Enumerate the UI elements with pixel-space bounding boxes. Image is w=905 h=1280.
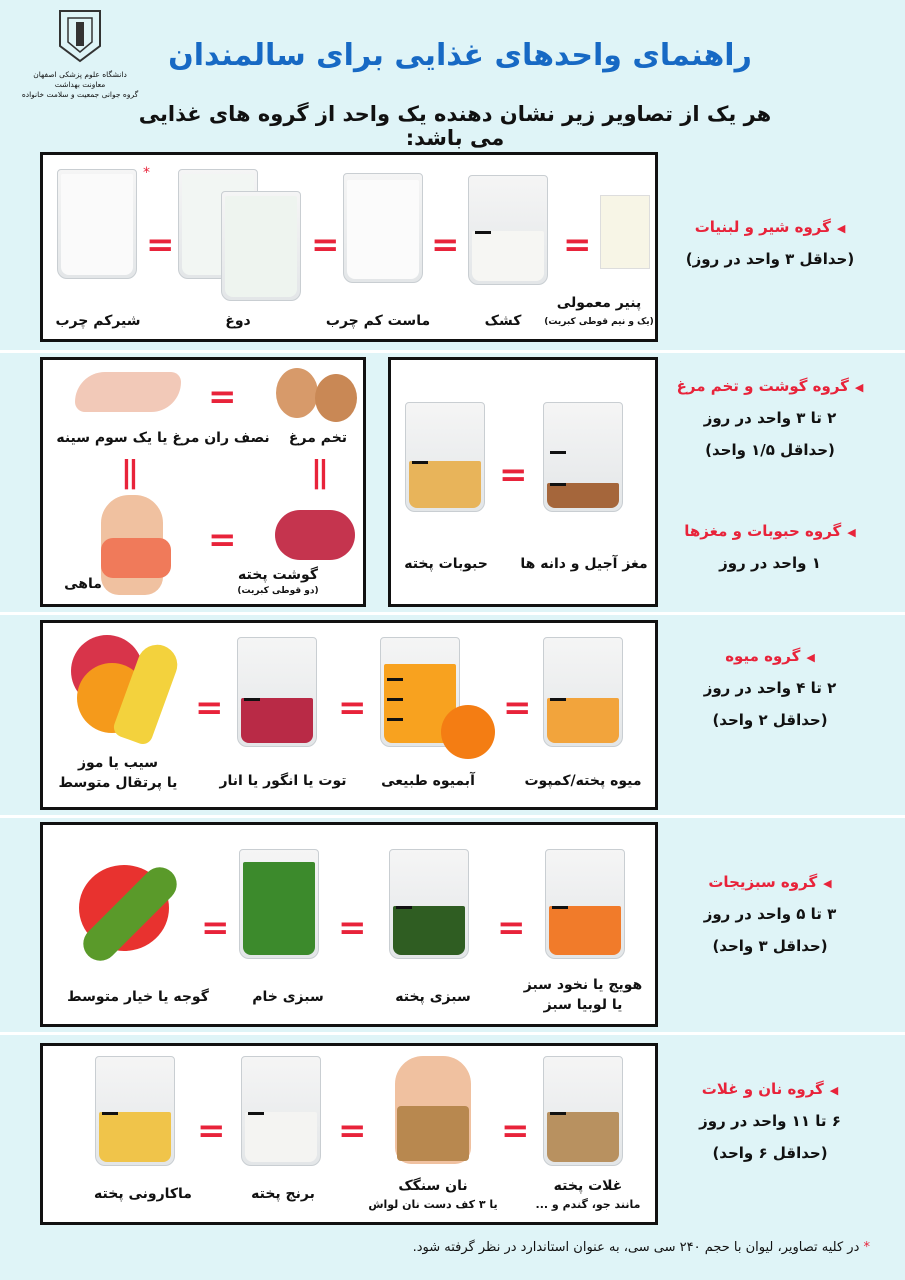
fruit-item-label: میوه پخته/کمپوت (524, 773, 642, 789)
equals-icon: = (338, 908, 367, 948)
pointer-icon: ◀ (806, 651, 815, 664)
footnote-text: در کلیه تصاویر، لیوان با حجم ۲۴۰ سی سی، به عنوان استاندارد در نظر گرفته شود. (412, 1240, 860, 1255)
fruit-item-label: توت یا انگور یا انار (219, 773, 347, 789)
vegetables-panel (40, 822, 658, 1027)
milk-glass-image (57, 169, 137, 279)
group-note: (حداقل ۲ واحد) (712, 711, 828, 729)
sangak-bread-image (397, 1106, 469, 1161)
cooked-greens-glass-image (389, 849, 469, 959)
meat-item-label: تخم مرغ (288, 430, 348, 446)
university-logo (10, 6, 150, 116)
legumes-group-info (665, 522, 875, 572)
rice-glass-image (241, 1056, 321, 1166)
vertical-equals-icon: || (311, 455, 325, 490)
equals-icon: = (499, 455, 528, 495)
bread-item-sublabel: مانند جو، گندم و ... (535, 1198, 641, 1211)
meat-item-label: ماهی (64, 576, 102, 592)
dairy-group-info (665, 218, 875, 268)
equals-icon: = (195, 688, 224, 728)
pointer-icon: ◀ (823, 877, 832, 890)
pointer-icon: ◀ (829, 1084, 839, 1097)
equals-icon: = (208, 377, 237, 417)
dairy-item-label: شیرکم چرب (55, 313, 141, 329)
legumes-glass-image (405, 402, 485, 512)
equals-icon: = (146, 225, 175, 265)
meat-item-label: مغز آجیل و دانه ها (520, 556, 648, 572)
meat-group-info (665, 377, 875, 459)
equals-icon: = (197, 1111, 226, 1151)
equals-icon: = (503, 688, 532, 728)
group-name: گروه میوه (725, 647, 801, 665)
pointer-icon: ◀ (854, 381, 864, 394)
fruit-item-label: آبمیوه طبیعی (381, 773, 475, 789)
logo-line-1: دانشگاه علوم پزشکی اصفهان (33, 70, 127, 79)
doogh-glass-image (221, 191, 301, 301)
carrots-glass-image (545, 849, 625, 959)
meat-item-sublabel: (دو قوطی کبریت) (237, 586, 319, 596)
group-name: گروه حبوبات و مغزها (684, 522, 842, 540)
dairy-panel (40, 152, 658, 342)
equals-icon: = (201, 908, 230, 948)
meat-image (275, 510, 355, 560)
meat-item-label: حبوبات پخته (404, 556, 488, 572)
page-title: راهنمای واحدهای غذایی برای سالمندان (168, 38, 752, 73)
equals-icon: = (563, 225, 592, 265)
bread-item-label: نان سنگک (398, 1178, 468, 1194)
group-note: ۳ تا ۵ واحد در روز (703, 905, 837, 923)
cheese-image (600, 195, 650, 269)
vegetables-group-info (665, 873, 875, 955)
raw-greens-glass-image (239, 849, 319, 959)
compote-glass-image (543, 637, 623, 747)
group-note: ۲ تا ۴ واحد در روز (703, 679, 837, 697)
pointer-icon: ◀ (847, 526, 856, 539)
equals-icon: = (338, 688, 367, 728)
logo-line-3: گروه جوانی جمعیت و سلامت خانواده (21, 90, 139, 99)
section-divider (0, 1032, 905, 1035)
group-name: گروه شیر و لبنیات (694, 218, 831, 236)
fruit-item-label: سیب یا موز (77, 755, 159, 771)
meat-item-label: نصف ران مرغ یا یک سوم سینه (56, 430, 270, 446)
group-name: گروه سبزیجات (708, 873, 818, 891)
group-note: ۶ تا ۱۱ واحد در روز (699, 1112, 841, 1130)
fish-image (101, 538, 171, 578)
dairy-item-label: پنیر معمولی (556, 295, 642, 311)
dairy-item-label: ماست کم چرب (325, 313, 431, 329)
bread-item-label: برنج پخته (251, 1186, 315, 1202)
nuts-glass-image (543, 402, 623, 512)
group-note: (حداقل ۶ واحد) (712, 1144, 828, 1162)
egg-image (276, 368, 318, 418)
fruit-group-info (665, 647, 875, 729)
pasta-glass-image (95, 1056, 175, 1166)
group-note: ۱ واحد در روز (719, 554, 821, 572)
equals-icon: = (208, 520, 237, 560)
bread-item-label: ماکارونی پخته (94, 1186, 192, 1202)
bread-group-info (665, 1080, 875, 1162)
group-name: گروه نان و غلات (701, 1080, 824, 1098)
vegetable-item-label: هویج یا نخود سبز (523, 977, 643, 993)
grains-glass-image (543, 1056, 623, 1166)
equals-icon: = (431, 225, 460, 265)
fruit-panel (40, 620, 658, 810)
vegetable-item-label: یا لوبیا سبز (543, 997, 623, 1013)
bread-item-sublabel: یا ۳ کف دست نان لواش (368, 1198, 498, 1211)
vegetable-item-label: گوجه یا خیار متوسط (67, 989, 209, 1005)
egg-image (315, 374, 357, 422)
bread-panel (40, 1043, 658, 1225)
vegetable-item-label: سبزی خام (252, 989, 324, 1005)
equals-icon: = (497, 908, 526, 948)
yogurt-glass-image (343, 173, 423, 283)
meat-item-label: گوشت پخته (238, 567, 318, 583)
asterisk-icon: * (863, 1240, 870, 1255)
fruit-item-label: یا پرتقال متوسط (58, 775, 178, 791)
berries-glass-image (237, 637, 317, 747)
legumes-panel (388, 357, 658, 607)
vegetable-item-label: سبزی پخته (395, 989, 471, 1005)
logo-emblem-icon (10, 6, 150, 66)
dairy-item-sublabel: (یک و نیم قوطی کبریت) (544, 317, 654, 327)
group-note: (حداقل ۳ واحد در روز) (685, 250, 855, 268)
equals-icon: = (501, 1111, 530, 1151)
chicken-image (75, 372, 181, 412)
asterisk-icon: * (143, 165, 150, 181)
equals-icon: = (338, 1111, 367, 1151)
section-divider (0, 612, 905, 615)
page-subtitle: هر یک از تصاویر زیر نشان دهنده یک واحد از گروه های غذایی می باشد: (138, 102, 772, 150)
dairy-item-label: کشک (484, 313, 522, 329)
section-divider (0, 815, 905, 818)
group-note: ۲ تا ۳ واحد در روز (703, 409, 837, 427)
orange-slice-image (441, 705, 495, 759)
group-note: (حداقل ۳ واحد) (712, 937, 828, 955)
equals-icon: = (311, 225, 340, 265)
meat-panel (40, 357, 366, 607)
logo-line-2: معاونت بهداشت (54, 80, 106, 89)
group-note: (حداقل ۱/۵ واحد) (705, 441, 835, 459)
section-divider (0, 350, 905, 353)
vertical-equals-icon: || (121, 455, 135, 490)
dairy-item-label: دوغ (225, 313, 251, 329)
kashk-glass-image (468, 175, 548, 285)
footnote (40, 1240, 870, 1255)
bread-item-label: غلات پخته (553, 1178, 623, 1194)
group-name: گروه گوشت و تخم مرغ (676, 377, 849, 395)
pointer-icon: ◀ (836, 222, 846, 235)
